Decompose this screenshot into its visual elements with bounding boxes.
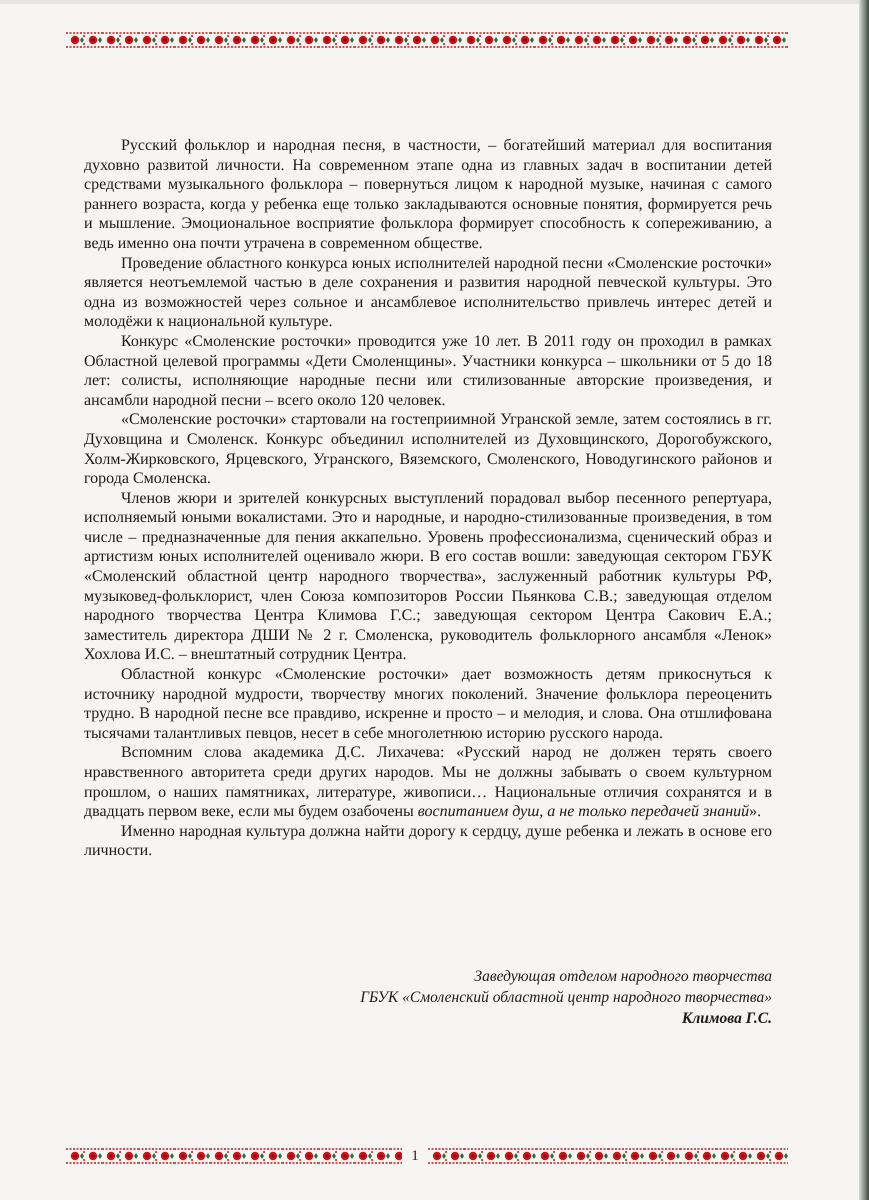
signature-name: Климова Г.С. bbox=[681, 1010, 772, 1027]
bottom-ornament-border-left bbox=[66, 1146, 402, 1166]
page-number: 1 bbox=[411, 1148, 419, 1164]
paragraph-7-main: Вспомним слова академика Д.С. Лихачева: «Русский народ не должен терять своего нравственного авторитета среди других народов. Мы не должны забывать о своем культурном прошлом, о наших памятниках, литературе, живописи… Национальные отличия сохранятся и в двадцать первом веке, если мы будем озабочены bbox=[84, 744, 772, 821]
scan-edge-right bbox=[859, 0, 869, 1200]
paragraph-7-tail: ». bbox=[749, 803, 762, 821]
top-ornament-border bbox=[66, 30, 788, 50]
scan-edge-top bbox=[0, 0, 869, 4]
paragraph-7 bbox=[84, 743, 772, 821]
paragraph-1: Русский фольклор и народная песня, в частности, – богатейший материал для воспитания духовно развитой личности. На современном этапе одна из главных задач в воспитании детей средствами музыкального фольклора – повернуться лицом к народной музыке, начиная с самого раннего возраста, когда у ребенка еще только закладываются основные понятия, формируется речь и мышление. Эмоциональное восприятие фольклора формирует способность к сопереживанию, а ведь именно она почти утрачена в современном обществе. bbox=[84, 137, 772, 252]
paragraph-2: Проведение областного конкурса юных исполнителей народной песни «Смоленские росточки» является неотъемлемой частью в деле сохранения и развития народной певческой культуры. Это одна из возможностей через сольное и ансамблевое исполнительство привлечь интерес детей и молодёжи к национальной культуре. bbox=[84, 254, 772, 331]
embroidery-border-icon bbox=[66, 1146, 402, 1166]
paragraph-8: Именно народная культура должна найти дорогу к сердцу, душе ребенка и лежать в основе его личности. bbox=[84, 822, 772, 860]
embroidery-border-icon bbox=[428, 1146, 788, 1166]
paragraph-7-italic: воспитанием душ, а не только передачей знаний bbox=[417, 803, 750, 821]
signature-position: Заведующая отделом народного творчества bbox=[474, 968, 772, 985]
paragraph-6: Областной конкурс «Смоленские росточки» дает возможность детям прикоснуться к источнику народной мудрости, творчеству многих поколений. Значение фольклора переоценить трудно. В народной песне все правдиво, искренне и просто – и мелодия, и слова. Она отшлифована тысячами талантливых певцов, несет в себе многолетнюю историю русского народа. bbox=[84, 666, 772, 742]
embroidery-border-icon bbox=[66, 30, 788, 50]
signature-block bbox=[212, 966, 772, 1029]
paragraph-3: Конкурс «Смоленские росточки» проводится уже 10 лет. В 2011 году он проходил в рамках Областной целевой программы «Дети Смоленщины». Участники конкурса – школьники от 5 до 18 лет: солисты, исполняющие народные песни или стилизованные авторские произведения, и ансамбли народной песни – всего около 120 человек. bbox=[84, 332, 772, 409]
bottom-ornament-border-right bbox=[428, 1146, 788, 1166]
paragraph-5: Членов жюри и зрителей конкурсных выступлений порадовал выбор песенного репертуара, исполняемый юными вокалистами. Это и народные, и народно-стилизованные произведения, в том числе – предназначенные для пения аккапельно. Уровень профессионализма, сценический образ и артистизм юных исполнителей оценивало жюри. В его состав вошли: заведующая сектором ГБУК «Смоленский областной центр народного творчества», заслуженный работник культуры РФ, музыковед-фольклорист, член Союза композиторов России Пьянкова С.В.; заведующая отделом народного творчества Центра Климова Г.С.; заведующая сектором Центра Сакович Е.А.; заместитель директора ДШИ № 2 г. Смоленска, руководитель фольклорного ансамбля «Ленок» Хохлова И.С. – внештатный сотрудник Центра. bbox=[84, 489, 772, 664]
signature-organization: ГБУК «Смоленский областной центр народного творчества» bbox=[360, 989, 772, 1006]
paragraph-4: «Смоленские росточки» стартовали на гостеприимной Угранской земле, затем состоялись в гг. Духовщина и Смоленск. Конкурс объединил исполнителей из Духовщинского, Дорогобужского, Холм-Жирковского, Ярцевского, Угранского, Вяземского, Смоленского, Новодугинского районов и города Смоленска. bbox=[84, 411, 772, 488]
article-text bbox=[84, 136, 772, 861]
